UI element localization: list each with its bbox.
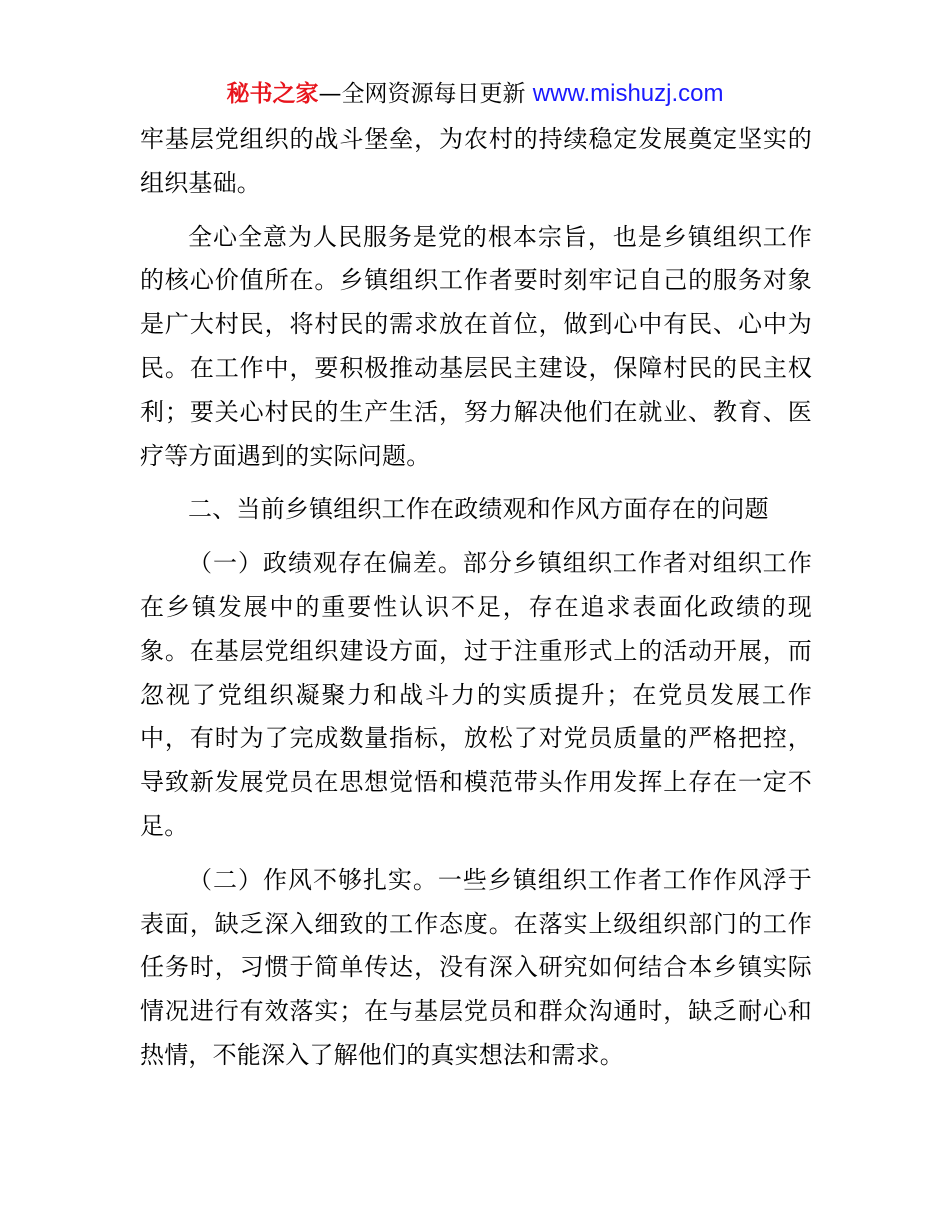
- paragraph-work-style: （二）作风不够扎实。一些乡镇组织工作者工作作风浮于表面，缺乏深入细致的工作态度。在落实上级组织部门的工作任务时，习惯于简单传达，没有深入研究如何结合本乡镇实际情况进行有效落实；在与基层党员和群众沟通时，缺乏耐心和热情，不能深入了解他们的真实想法和需求。: [140, 865, 812, 1069]
- paragraph-continuation: 牢基层党组织的战斗堡垒，为农村的持续稳定发展奠定坚实的组织基础。: [140, 125, 812, 197]
- site-header: [0, 78, 950, 110]
- section-heading-problems: 二、当前乡镇组织工作在政绩观和作风方面存在的问题: [188, 495, 769, 524]
- site-url-link[interactable]: www.mishuzj.com: [532, 80, 724, 107]
- site-slogan: —全网资源每日更新: [318, 81, 533, 107]
- document-body: [140, 118, 812, 1088]
- paragraph-service-purpose: 全心全意为人民服务是党的根本宗旨，也是乡镇组织工作的核心价值所在。乡镇组织工作者要时刻牢记自己的服务对象是广大村民，将村民的需求放在首位，做到心中有民、心中为民。在工作中，要积极推动基层民主建设，保障村民的民主权利；要关心村民的生产生活，努力解决他们在就业、教育、医疗等方面遇到的实际问题。: [140, 222, 812, 470]
- site-brand: 秘书之家: [226, 81, 319, 107]
- paragraph-achievement-view: （一）政绩观存在偏差。部分乡镇组织工作者对组织工作在乡镇发展中的重要性认识不足，存在追求表面化政绩的现象。在基层党组织建设方面，过于注重形式上的活动开展，而忽视了党组织凝聚力和战斗力的实质提升；在党员发展工作中，有时为了完成数量指标，放松了对党员质量的严格把控，导致新发展党员在思想觉悟和模范带头作用发挥上存在一定不足。: [140, 549, 812, 840]
